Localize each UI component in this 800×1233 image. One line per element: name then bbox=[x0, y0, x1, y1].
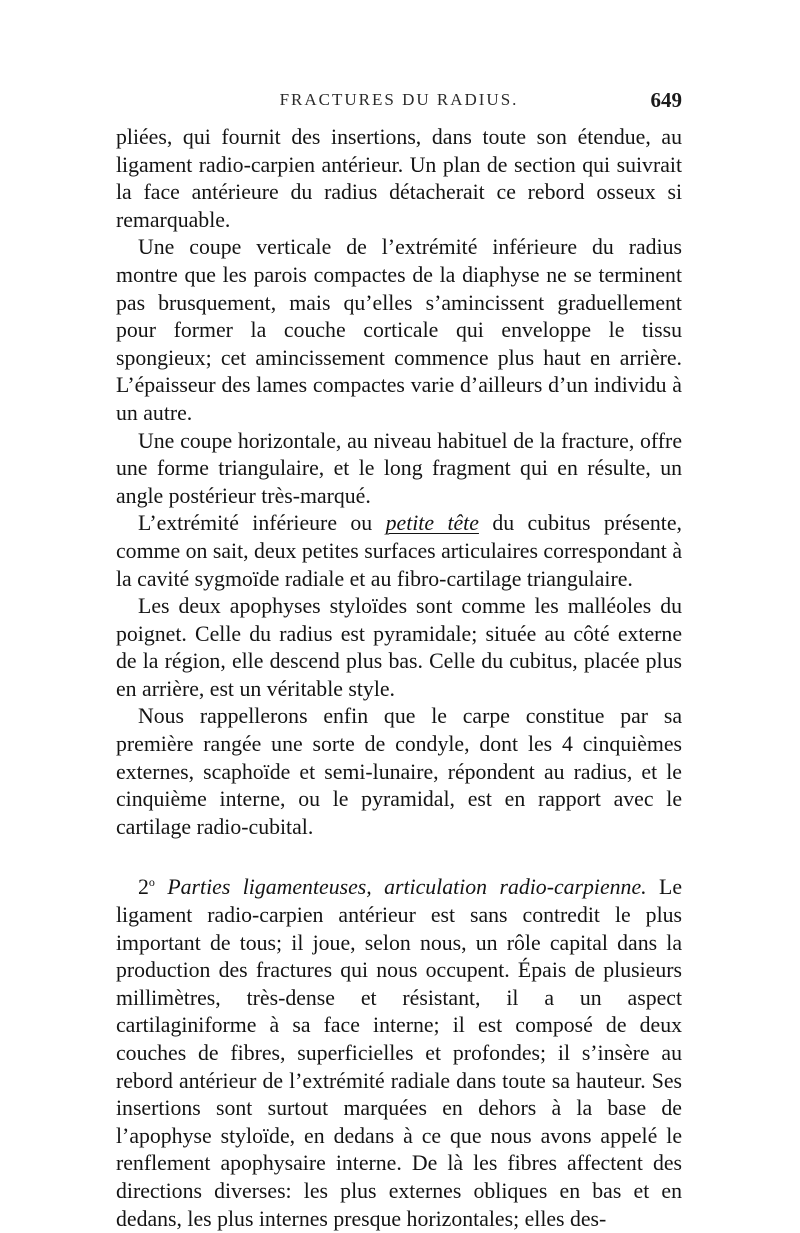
page-number: 649 bbox=[650, 88, 682, 112]
paragraph-vertical-section: Une coupe verticale de l’extrémité inférieure du radius montre que les parois compactes de la diaphyse ne se terminent pas brusquement, mais qu’elles s’amincissent graduellement pour former la couche corticale qui enveloppe le tissu spongieux; cet amincissement commence plus haut en arrière. L’épaisseur des lames compactes varie d’ailleurs d’un individu à un autre. bbox=[116, 235, 682, 425]
running-title: FRACTURES DU RADIUS. bbox=[279, 90, 519, 109]
paragraph-text: du cubitus présente, comme on sait, deux petites surfaces articulaires correspondant à la cavité sygmoïde radiale et au fibro-cartilage triangulaire. bbox=[116, 511, 682, 591]
section-ligaments bbox=[116, 869, 682, 1233]
paragraph-carpus: Nous rappellerons enfin que le carpe constitue par sa première rangée une sorte de condyle, dont les 4 cinquièmes externes, scaphoïde et semi-lunaire, répondent au radius, et le cinquième interne, ou le pyramidal, est en rapport avec le cartilage radio-cubital. bbox=[116, 704, 682, 839]
section-text: Le ligament radio-carpien antérieur est sans contredit le plus important de tous; il joue, selon nous, un rôle capital dans la production des fractures qui nous occupent. Épais de plusieurs millimètres, très-dense et résistant, il a un aspect cartilaginiforme à sa face interne; il est composé de deux couches de fibres, superficielles et profondes; il s’insère au rebord antérieur de l’extrémité radiale dans toute sa hauteur. Ses insertions sont surtout marquées en dehors à la base de l’apophyse styloïde, en dedans à ce que nous avons appelé le renflement apophysaire interne. De là les fibres affectent des directions diverses: les plus externes obliques en bas et en dedans, les plus internes presque horizontales; elles des- bbox=[116, 875, 683, 1231]
section-title: Parties ligamenteuses, articulation radio-carpienne. bbox=[167, 875, 647, 900]
page-header bbox=[116, 88, 682, 118]
section-number-suffix: o bbox=[148, 875, 155, 890]
page-body bbox=[116, 124, 682, 1233]
paragraph-horizontal-section: Une coupe horizontale, au niveau habituel de la fracture, offre une forme triangulaire, et le long fragment qui en résulte, un angle postérieur très-marqué. bbox=[116, 428, 682, 508]
emphasis-petite-tete: petite tête bbox=[385, 511, 479, 536]
section-spacer bbox=[116, 841, 682, 869]
paragraph-styloid-processes: Les deux apophyses styloïdes sont comme les malléoles du poignet. Celle du radius est pyramidale; située au côté externe de la région, elle descend plus bas. Celle du cubitus, placée plus en arrière, est un véritable style. bbox=[116, 594, 682, 701]
paragraph-continuation: pliées, qui fournit des insertions, dans toute son étendue, au ligament radio-carpien antérieur. Un plan de section qui suivrait la face antérieure du radius détacherait ce rebord osseux si remarquable. bbox=[116, 125, 682, 232]
paragraph-text: L’extrémité inférieure ou bbox=[138, 511, 386, 536]
paragraph-ulna-head bbox=[116, 510, 682, 593]
section-number: 2$^o$ bbox=[138, 875, 155, 900]
